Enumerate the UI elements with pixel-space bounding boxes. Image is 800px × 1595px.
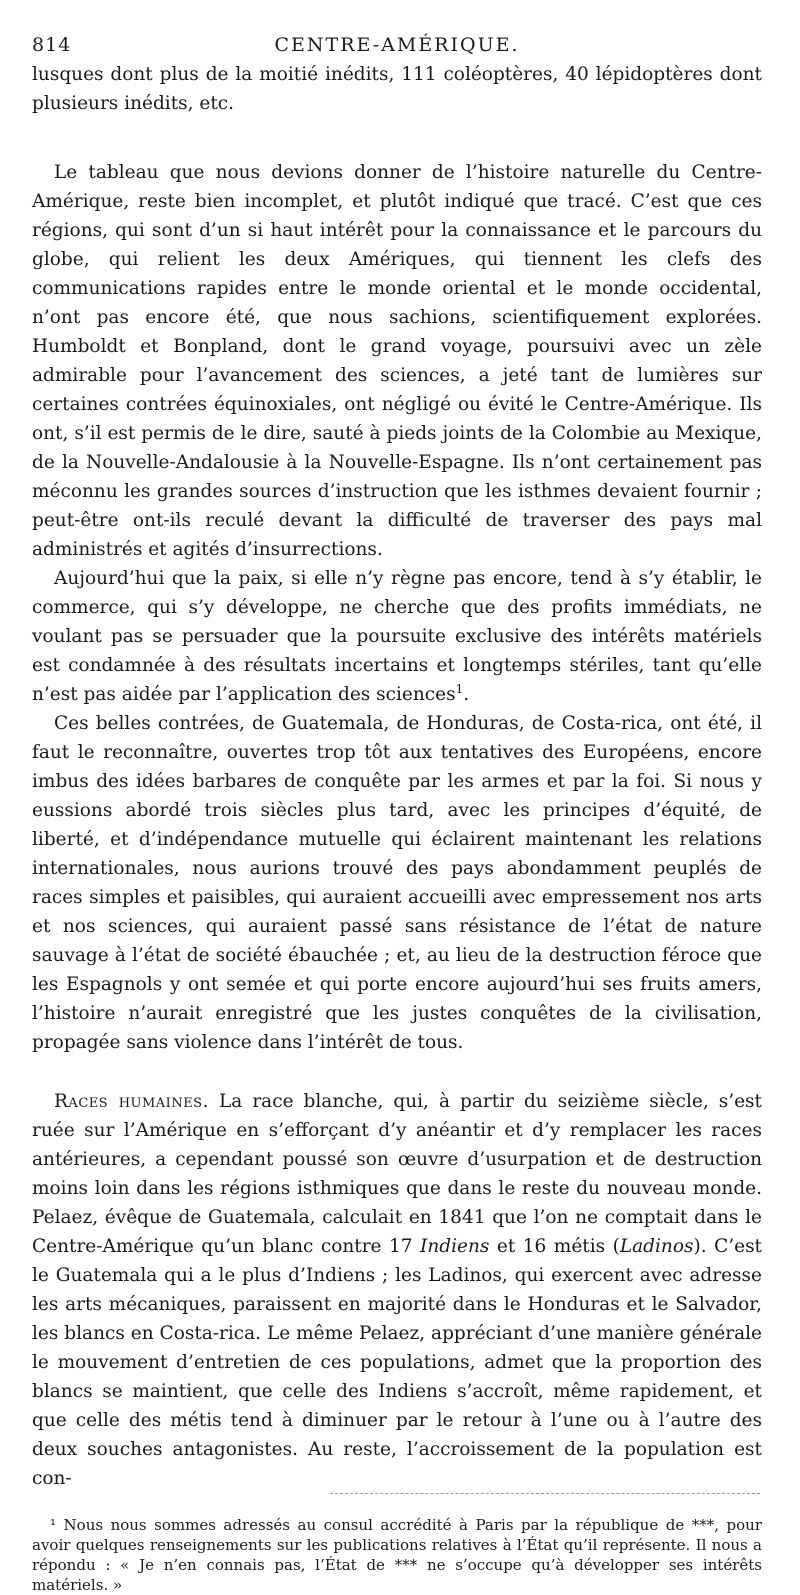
paragraph-human-races xyxy=(32,1087,762,1493)
footnote-marker: ¹ xyxy=(50,1516,57,1534)
section-heading-races: Races humaines. xyxy=(54,1091,209,1112)
paragraph-peace-commerce xyxy=(32,564,762,709)
page xyxy=(32,30,762,1595)
paragraph-peace-commerce-text: Aujourd’hui que la paix, si elle n’y règne pas encore, tend à s’y établir, le commerce, qui s’y développe, ne cherche que des profits immédiats, ne voulant pas se persuader que la poursuite exclusive des intérêts matériels est condamnée à des résultats incertains et longtemps stériles, tant qu’elle n’est pas aidée par l’application des sciences xyxy=(32,568,762,705)
running-title: CENTRE-AMÉRIQUE. xyxy=(274,34,520,56)
paragraph-peace-commerce-end: . xyxy=(463,684,470,705)
footnote-reference: 1 xyxy=(455,681,464,696)
page-number: 814 xyxy=(32,34,72,56)
footnotes xyxy=(32,1515,762,1595)
races-text-b: et 16 métis ( xyxy=(489,1236,620,1257)
bottom-rule xyxy=(330,1493,760,1494)
footnote-text: Nous nous sommes adressés au consul accrédité à Paris par la république de ***, pour avoir quelques renseignements sur les publications relatives à l’État qu’il représente. Il nous a répondu : « Je n’en connais pas, l’État de *** ne s’occupe qu’à développer ses intérêts matériels. » xyxy=(32,1516,762,1594)
paragraph-natural-history: Le tableau que nous devions donner de l’histoire naturelle du Centre-Amérique, reste bien incomplet, et plutôt indiqué que tracé. C’est que ces régions, qui sont d’un si haut intérêt pour la connaissance et le parcours du globe, qui relient les deux Amériques, qui tiennent les clefs des communications rapides entre le monde oriental et le monde occidental, n’ont pas encore été, que nous sachions, scientifiquement explorées. Humboldt et Bonpland, dont le grand voyage, poursuivi avec un zèle admirable pour l’avancement des sciences, a jeté tant de lumières sur certaines contrées équinoxiales, ont négligé ou évité le Centre-Amérique. Ils ont, s’il est permis de le dire, sauté à pieds joints de la Colombie au Mexique, de la Nouvelle-Andalousie à la Nouvelle-Espagne. Ils n’ont certainement pas méconnu les grandes sources d’instruction que les isthmes devaient fournir ; peut-être ont-ils reculé devant la difficulté de traverser des pays mal administrés et agités d’insurrections. xyxy=(32,162,762,560)
footnote-1 xyxy=(32,1515,762,1595)
paragraph-continuation: lusques dont plus de la moitié inédits, 111 coléoptères, 40 lépidoptères dont plusieurs inédits, etc. xyxy=(32,64,762,114)
races-text-a: La race blanche, qui, à partir du seizième siècle, s’est ruée sur l’Amérique en s’efforçant d’y anéantir et d’y remplacer les races antérieures, a cependant poussé son œuvre d’usurpation et de destruction moins loin dans les régions isthmiques que dans le reste du nouveau monde. Pelaez, évêque de Guatemala, calculait en 1841 que l’on ne comptait dans le Centre-Amérique qu’un blanc contre 17 xyxy=(32,1091,762,1257)
races-italic-ladinos: Ladinos xyxy=(619,1236,694,1257)
paragraph-conquest: Ces belles contrées, de Guatemala, de Honduras, de Costa-rica, ont été, il faut le reconnaître, ouvertes trop tôt aux tentatives des Européens, encore imbus des idées barbares de conquête par les armes et par la foi. Si nous y eussions abordé trois siècles plus tard, avec les principes d’équité, de liberté, et d’indépendance mutuelle qui éclairent maintenant les relations internationales, nous aurions trouvé des pays abondamment peuplés de races simples et paisibles, qui auraient accueilli avec empressement nos arts et nos sciences, qui auraient passé sans résistance de l’état de nature sauvage à l’état de société ébauchée ; et, au lieu de la destruction féroce que les Espagnols y ont semée et qui porte encore aujourd’hui ses fruits amers, l’histoire n’aurait enregistré que les justes conquêtes de la civilisation, propagée sans violence dans l’intérêt de tous. xyxy=(32,713,762,1053)
races-italic-indiens: Indiens xyxy=(420,1236,490,1257)
running-head xyxy=(32,30,762,60)
races-text-c: ). C’est le Guatemala qui a le plus d’Indiens ; les Ladinos, qui exercent avec adresse les arts mécaniques, paraissent en majorité dans le Honduras et le Salvador, les blancs en Costa-rica. Le même Pelaez, appréciant d’une manière générale le mouvement d’entretien de ces populations, admet que la proportion des blancs se maintient, que celle des Indiens s’accroît, même rapidement, et que celle des métis tend à diminuer par le retour à l’une ou à l’autre des deux souches antagonistes. Au reste, l’accroissement de la population est con- xyxy=(32,1236,762,1489)
